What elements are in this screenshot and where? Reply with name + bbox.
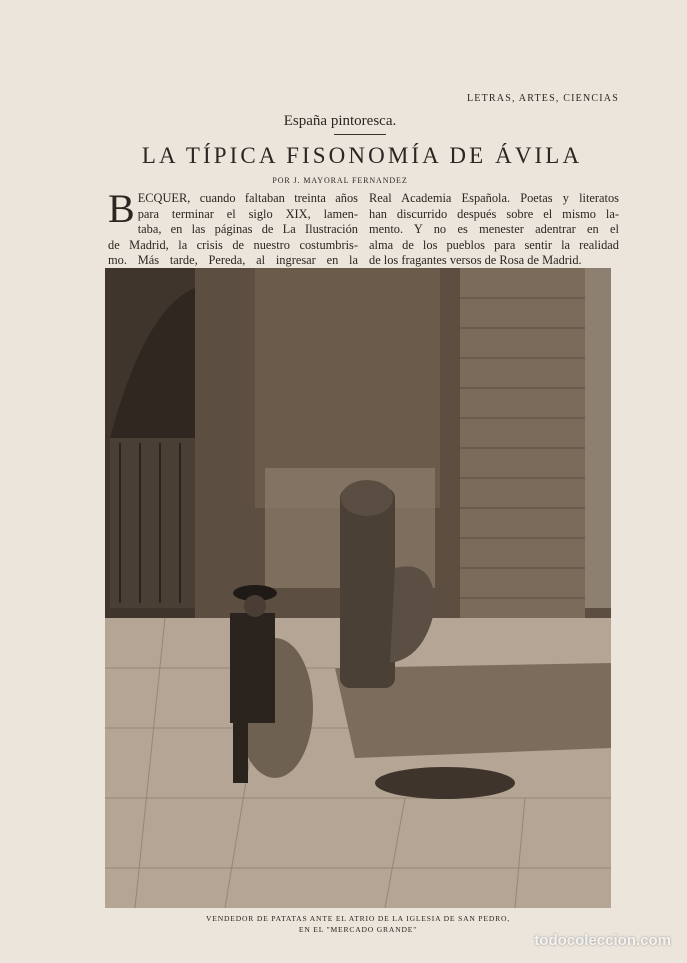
text-line: para terminar el siglo XIX, lamen- — [137, 206, 358, 221]
text-column-left — [108, 186, 358, 269]
stone-pillar — [460, 268, 585, 618]
text-column-right — [369, 191, 619, 269]
text-line: han discurrido después sobre el mismo la- — [369, 206, 619, 221]
stone-column-ornament — [340, 488, 395, 688]
article-title: LA TÍPICA FISONOMÍA DE ÁVILA — [141, 143, 583, 168]
article-byline: POR J. MAYORAL FERNANDEZ — [272, 176, 408, 185]
text-line: taba, en las páginas de La Ilustración — [137, 222, 358, 237]
text-line: alma de los pueblos para sentir la realidad — [369, 237, 619, 252]
text-line: de los fragantes versos de Rosa de Madrid. — [369, 253, 582, 268]
potatoes-on-ground — [375, 767, 515, 799]
watermark: todocoleccion.com — [534, 932, 671, 949]
section-rule — [334, 134, 386, 135]
photograph-potato-seller — [105, 268, 611, 908]
seller-figure — [230, 613, 275, 723]
text-line: Real Academia Española. Poetas y literatos — [369, 191, 619, 205]
section-header: LETRAS, ARTES, CIENCIAS — [466, 93, 619, 104]
text-line: de Madrid, la crisis de nuestro costumbris- — [108, 237, 358, 252]
caption-line: EN EL "MERCADO GRANDE" — [298, 925, 418, 934]
text-line: ECQUER, cuando faltaban treinta años — [137, 191, 358, 205]
text-line: mo. Más tarde, Pereda, al ingresar en la — [108, 253, 358, 268]
caption-line: VENDEDOR DE PATATAS ANTE EL ATRIO DE LA IGLESIA DE SAN PEDRO, — [206, 914, 510, 923]
text-line: mento. Y no es menester adentrar en el — [369, 222, 619, 237]
drop-cap: B — [108, 186, 135, 231]
section-title: España pintoresca. — [283, 113, 397, 129]
